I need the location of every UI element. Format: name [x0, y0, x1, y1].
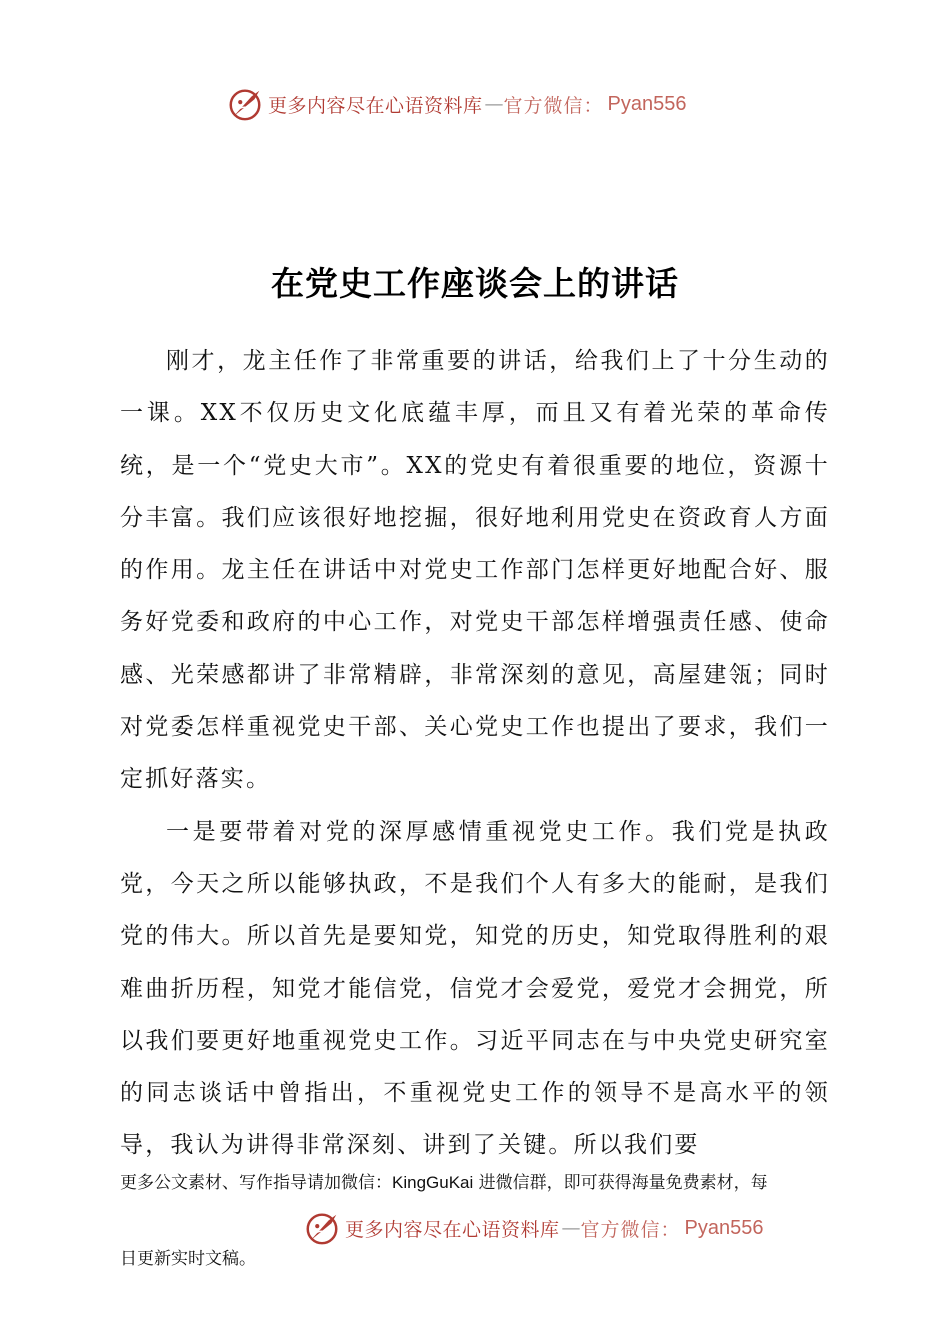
- watermark-separator: —: [484, 93, 504, 115]
- quill-logo-icon: [226, 85, 264, 123]
- footnote-prefix: 更多公文素材、写作指导请加微信：: [120, 1173, 392, 1193]
- document-body: [120, 335, 830, 1172]
- quill-logo-icon: [303, 1209, 341, 1247]
- document-title: 在党史工作座谈会上的讲话: [271, 264, 679, 303]
- footer-watermark-wechat-id: Pyan556: [684, 1216, 764, 1239]
- footnote-continuation: 日更新实时文稿。: [120, 1249, 256, 1269]
- footnote-suffix: 进微信群，即可获得海量免费素材，每: [473, 1173, 768, 1193]
- footer-watermark-banner: [303, 1208, 764, 1248]
- watermark-wechat-id: Pyan556: [607, 92, 687, 115]
- body-paragraph-1: 刚才，龙主任作了非常重要的讲话，给我们上了十分生动的一课。XX不仅历史文化底蕴丰厚，而且又有着光荣的革命传统，是一个“党史大市”。XX的党史有着很重要的地位，资源十分丰富。我们应该很好地挖掘，很好地利用党史在资政育人方面的作用。龙主任在讲话中对党史工作部门怎样更好地配合好、服务好党委和政府的中心工作，对党史干部怎样增强责任感、使命感、光荣感都讲了非常精辟，非常深刻的意见，高屋建瓴；同时对党委怎样重视党史干部、关心党史工作也提出了要求，我们一定抓好落实。: [120, 348, 830, 793]
- watermark-wechat-label: 官方微信：: [503, 94, 604, 117]
- footer-watermark-wechat-label: 官方微信：: [580, 1218, 681, 1241]
- body-paragraph-2: 一是要带着对党的深厚感情重视党史工作。我们党是执政党，今天之所以能够执政，不是我们个人有多大的能耐，是我们党的伟大。所以首先是要知党，知党的历史，知党取得胜利的艰难曲折历程，知党才能信党，信党才会爱党，爱党才会拥党，所以我们要更好地重视党史工作。习近平同志在与中央党史研究室的同志谈话中曾指出，不重视党史工作的领导不是高水平的领导，我认为讲得非常深刻、讲到了关键。所以我们要: [120, 818, 830, 1159]
- footnote-promo-line: [120, 1168, 832, 1193]
- footnote-wechat-id: KingGuKai: [392, 1173, 474, 1192]
- footer-watermark-separator: —: [561, 1217, 581, 1239]
- header-watermark-banner: [226, 84, 687, 124]
- watermark-text: 更多内容尽在心语资料库: [268, 94, 483, 117]
- footer-watermark-text: 更多内容尽在心语资料库: [345, 1218, 560, 1241]
